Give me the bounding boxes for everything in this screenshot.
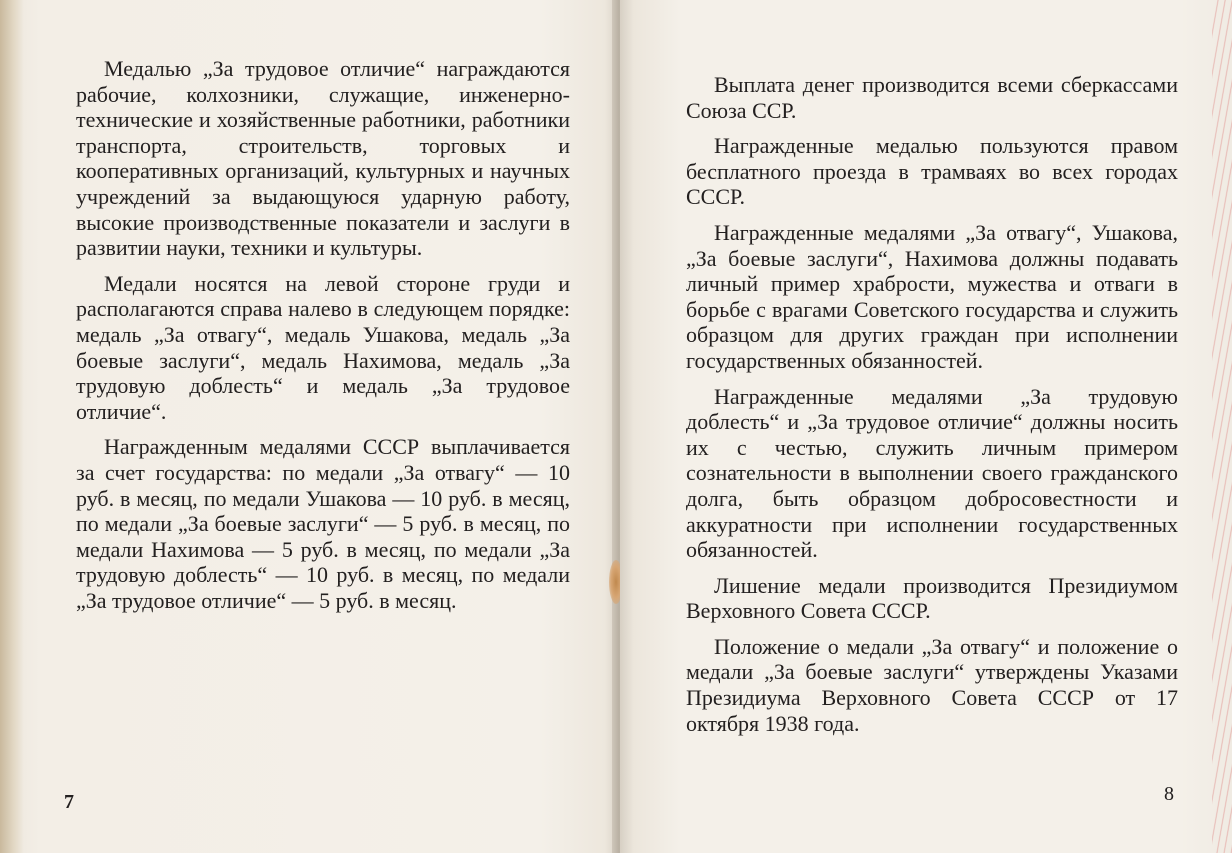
paragraph-free-tram: Награжденные медалью пользуются правом бесплатного проезда в трамваях во всех городах СССР. [686,133,1178,210]
paragraph-monthly-payments: Награжденным медалями СССР выплачивается за счет государства: по медали „За отвагу“ — 10 руб. в месяц, по медали Ушакова — 10 руб. в месяц, по медали „За боевые заслуги“ — 5 руб. в месяц, по медали Нахимова — 5 руб. в месяц, по медали „За трудовую доблесть“ — 10 руб. в месяц, по медали „За трудовое отличие“ — 5 руб. в месяц. [76,434,570,613]
left-page-edge [0,0,24,853]
page-number-right: 8 [1164,783,1174,805]
right-page-text [686,72,1178,746]
paragraph-wearing-order: Медали носятся на левой стороне груди и располагаются справа налево в следующем порядке: медаль „За отвагу“, медаль Ушакова, медаль „За боевые заслуги“, медаль Нахимова, медаль „За трудовую доблесть“ и медаль „За трудовое отличие“. [76,270,570,424]
paragraph-labor-honor: Награжденные медалями „За трудовую доблесть“ и „За трудовое отличие“ должны носить их с честью, служить личным примером сознательности в выполнении своего гражданского долга, быть образцом добросовестности и аккуратности при исполнении государственных обязанностей. [686,383,1178,563]
paragraph-bravery-example: Награжденные медалями „За отвагу“, Ушакова, „За боевые заслуги“, Нахимова должны подавать личный пример храбрости, мужества и отваги в борьбе с врагами Советского государства и служить образцом для других граждан при исполнении государственных обязанностей. [686,219,1178,373]
paragraph-award-recipients: Медалью „За трудовое отличие“ награждаются рабочие, колхозники, служащие, инженерно-технические и хозяйственные работники, работники транспорта, строительств, торговых и кооперативных организаций, культурных и научных учреждений за выдающуюся ударную работу, высокие производственные показатели и заслуги в развитии науки, техники и культуры. [76,56,570,261]
paragraph-savings-banks: Выплата денег производится всеми сберкассами Союза ССР. [686,72,1178,123]
paragraph-deprivation: Лишение медали производится Президиумом Верховного Совета СССР. [686,572,1178,624]
left-page-text [76,56,570,623]
red-thread-edge [1212,0,1232,853]
paragraph-decrees: Положение о медали „За отвагу“ и положение о медали „За боевые заслуги“ утверждены Указами Президиума Верховного Совета СССР от 17 октября 1938 года. [686,633,1178,736]
right-page [620,0,1232,853]
page-number-left: 7 [64,791,74,813]
